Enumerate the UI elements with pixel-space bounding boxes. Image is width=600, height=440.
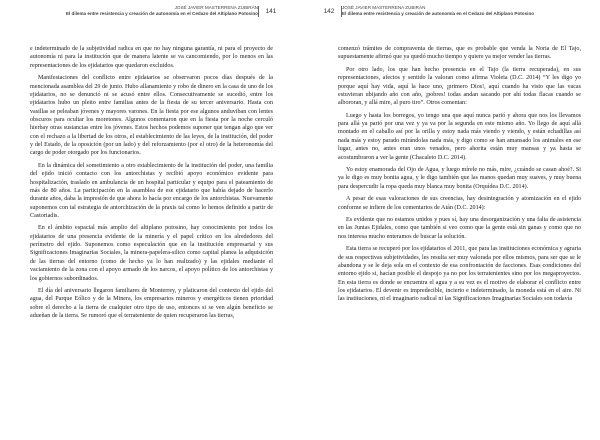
page-number-right: 142 <box>318 5 340 18</box>
page-number-left: 141 <box>260 5 282 18</box>
running-head-author: JOSÉ JAVIER MASTERRENA ZUBIRÁN <box>342 5 426 10</box>
paragraph: Por otro lado, los que han hecho presencia en el Tajo (la tierra recuperada), en sus representaciones, afectos y sentido la valoran como afirma Violeta (D.C. 2014) “Y les digo yo porque aquí hay vida, aquí la hace uno, ¡primero Dios!, aquí cuando ha visto que las vacas estuvieran ubijando año con año, ¡pobres! todas andan sacando por ahí todas flacas cuando se albororan, y allá mire, al puro tiro”. Otros comentan: <box>338 66 581 107</box>
block-quote: Yo estoy enamorada del Ojo de Agua, y luego mírele no más, mire, ¿cuándo se casan ahoé?. Si ya le digo es muy bonita agua, y le digo también que las manos quedan muy suaves, y muy buena para despercudir la ropa queda muy blanca muy bonita (Orquídea D.C. 2014). <box>338 167 581 190</box>
paragraph: Esta tierra se recuperó por los ejidatarios el 2011, que para las instituciones económica y agraria de sus respectivas subjetividades, les resulta ser muy valorada por ellos mismos, para ser que se le abandona y se le deja sola en el contexto de esa confrontación de facciones. Esas condiciones del entorno ejido si, hacían posible el despojo ya no por los terratenientes sino por los megaproyectos. En esta tierra es donde se encuentra el agua y a su vez es el motivo de elaborar el conflicto entre los ejidatarios. El devenir es impredecible, incierto e indeterminado, la moneda está en el aire. Ni las instituciones, ni el imaginario radical ni las Significaciones Imaginarias Sociales son todavía <box>338 246 581 303</box>
running-head-title: El dilema entre resistencia y creación de autonomía en el Cedazo del Altiplano Potosino <box>342 11 535 16</box>
block-quote: Luego y hasta los borregos, yo tengo una que aquí nunca parió y ahora que nos los llevamos para allá ya parió por una vez y ya va por la segunda en este mismo año. Yo llego de aquí allá montado en el caballo así por la orilla y estoy nada más viendo y viendo, y están echadillas así nada más y estoy parado mirándolas nada más, y digo como se han amansado los animales en ese lugar, antes no, antes eran unos venados, pero ahorita están muy mansas y ya hasta se acostumbraron a ver la gente (Chacaleto D.C. 2014). <box>338 112 581 161</box>
body-text-right <box>338 45 581 308</box>
body-text-left <box>30 45 273 325</box>
running-head-title: El dilema entre resistencia y creación de autonomía en el Cedazo del Altiplano Potosino <box>65 11 258 16</box>
paragraph: comenzó trámites de compraventa de tierras, que es probable que venda la Noria de El Tajo, supuestamente afirmó que ya quedó mucho tiempo y quiere ya mejor vender las tierras. <box>338 46 581 61</box>
paragraph: En la dinámica del sometimiento a otro establecimiento de la institución del poder, una familia del ejido inició contacto con los antorchistas y recibió apoyo económico evidente para hospitalización, traslado en ambulancia de un hospital particular y equipo para el pateamiento de más de 80 años. La participación en la asamblea de ese ejidatario que había dejado de hacerlo durante años, daba la impresión de que ahora lo hacía por encargo de los antorchistas. Nuevamente suponemos con tal estrategia de antorchización de la praxis tal como lo hemos definido a partir de Castoriadis. <box>30 162 273 219</box>
running-head-author: JOSÉ JAVIER MASTERRENA ZUBIRÁN <box>174 5 258 10</box>
paragraph: En el ámbito espacial más amplio del altiplano potosino, hay conocimiento por todos los ejidatarios de una presencia evidente de la minería y el papel crítico en los alrededores del perímetro del ejido. Suponemos como especulación que en la institución empresarial y sus Significaciones Imaginarias Sociales, la minera-papelera-silico como capital planea la adquisición de las tierras del entorno (como de hecho ya lo han realizado) y las ejidales mediante el vaciamiento de la zona con el apoyo armado de los narcos, el apoyo político de los antorchistas y los gobiernos subordinados. <box>30 225 273 282</box>
running-head-left <box>66 5 258 23</box>
paragraph: El día del aniversario llegaron familiares de Monterrey, y platicaron del contexto del ejido del agua, del Parque Eólico y de la Minera, los empresarios mineros y energéticos tienen prioridad sobre el derecho a la tierra de cualquier otro tipo de uso, entonces si se ven algún beneficio se adueñan de la tierra. Se rumoró que el terrateniente de quien recuperaron las tierras, <box>30 288 273 320</box>
paragraph: Manifestaciones del conflicto entre ejidatarios se observaron pocos días después de la mencionada asamblea del 29 de junio. Hubo allanamiento y robo de dinero en la casa de uno de los ejidatarios, no se denunció ni se acusó entre ellos. Consecutivamente se sucedió, entre los ejidatarios hubo un pleito entre familias antes de la fiesta de su tercer aniversario. Hasta con vasillas se peleaban jóvenes y mayores varones. En la fiesta por ese algunos anduviban con lentes obscuros para ocultar los moretones. Algunos comentaron que en la fiesta por la noche cerculó hierbay otras sustancias entre los jóvenes. Estos hechos podemos suponer que tengan algo que ver con el rechazo a la libertad de los otros, el establecimiento de las leyes, de la institución, del poder y del Estado, de la oposición (por un lado) y del reforzamiento (por el otro) de la heteronomía del cargo de poder otorgado por los funcionarios. <box>30 75 273 157</box>
block-quote: Es evidente que no estamos unidos y pues sí, hay una desorganización y una falta de asistencia en las Juntas Ejidales, como que también si veo como que la gente está sin ganas y como que no nos interesa mucho enteramos de buscar la solución. <box>338 217 581 240</box>
right-page <box>300 0 600 440</box>
paragraph: A pesar de esas valoraciones de sus creencias, hay desintegración y atomización en el ejido conforme se infiere de los comentarios de Atán (D.C. 2014): <box>338 196 581 211</box>
paragraph: e indeterminado de la subjetividad radica en que no hay ninguna garantía, ni para el proyecto de autonomía ni para la institución que de manera latente se va cancomiendo, por lo menos en las representaciones de los ejidatarios que quedaron excluidos. <box>30 46 273 69</box>
running-head-right <box>342 5 534 23</box>
